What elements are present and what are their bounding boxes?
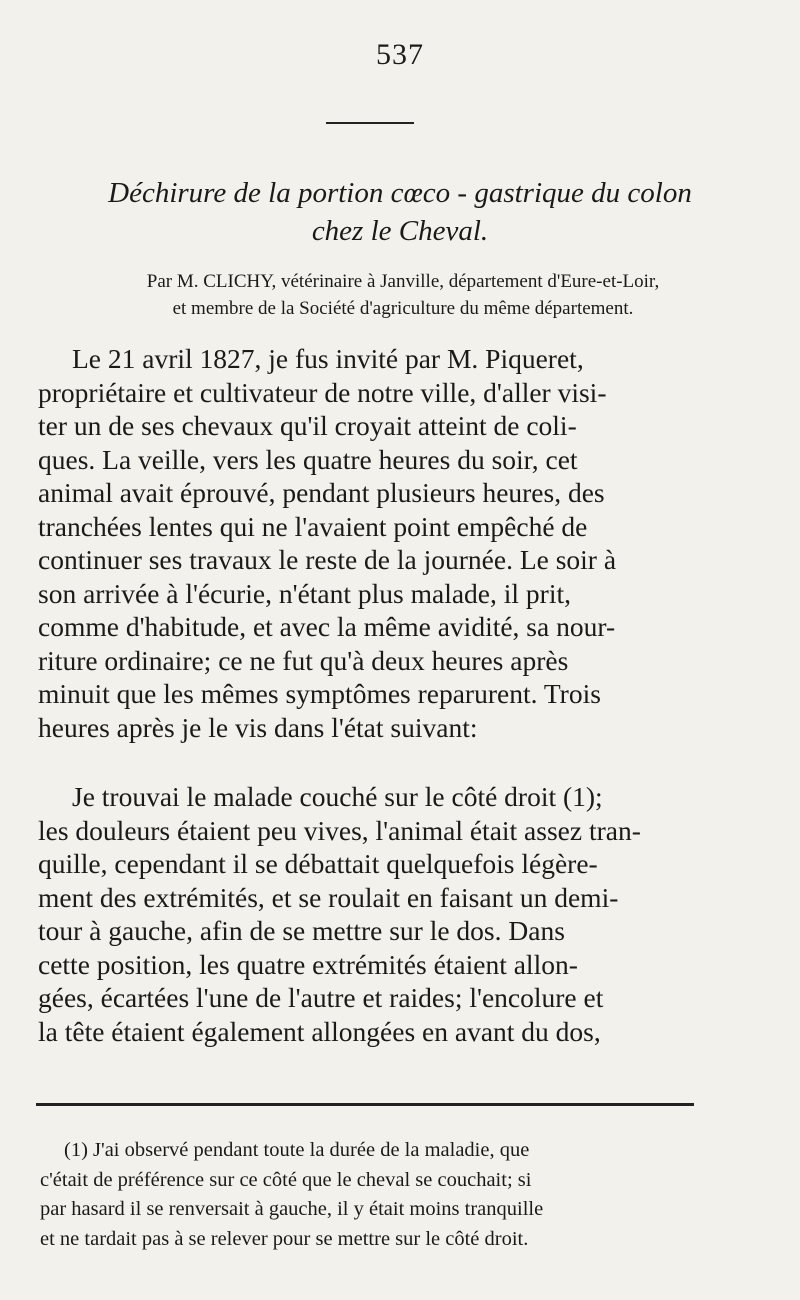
text-line: ter un de ses chevaux qu'il croyait atteint de coli- (38, 410, 577, 441)
text-line: ment des extrémités, et se roulait en faisant un demi- (38, 881, 619, 913)
text-line: quille, cependant il se débattait quelquefois légère- (38, 848, 598, 879)
text-line: comme d'habitude, et avec la même avidité, sa nour- (38, 611, 616, 642)
byline-line-1: Par M. CLICHY, vétérinaire à Janville, département d'Eure-et-Loir, (146, 271, 660, 292)
title-line-1: Déchirure de la portion cœco - gastrique du colon (108, 177, 692, 209)
page-number: 537 (376, 38, 424, 71)
author-byline (48, 268, 758, 322)
text-line: gées, écartées l'une de l'autre et raides; l'encolure et (38, 982, 604, 1013)
footnote (40, 1136, 750, 1254)
text-line: minuit que les mêmes symptômes reparurent. Trois (38, 678, 601, 709)
article-title (50, 174, 750, 250)
header-rule (326, 122, 414, 124)
footnote-line: (1) J'ai observé pendant toute la durée de la maladie, que (64, 1139, 530, 1161)
text-line: tranchées lentes qui ne l'avaient point empêché de (38, 510, 588, 542)
text-line: heures après je le vis dans l'état suivant: (38, 711, 478, 743)
byline-line-2: et membre de la Société d'agriculture du même département. (172, 298, 634, 319)
text-line: riture ordinaire; ce ne fut qu'à deux heures après (38, 644, 569, 676)
text-line: Le 21 avril 1827, je fus invité par M. Piqueret, (72, 343, 584, 374)
title-line-2: chez le Cheval. (311, 215, 489, 247)
paragraph-1 (38, 342, 760, 744)
text-line: tour à gauche, afin de se mettre sur le dos. Dans (38, 915, 565, 946)
text-line: cette position, les quatre extrémités étaient allon- (38, 948, 578, 980)
footnote-line: et ne tardait pas à se relever pour se mettre sur le côté droit. (40, 1227, 529, 1250)
footnote-rule (36, 1103, 694, 1106)
text-line: continuer ses travaux le reste de la journée. Le soir à (38, 544, 617, 575)
footnote-line: par hasard il se renversait à gauche, il y était moins tranquille (40, 1198, 544, 1220)
text-line: ques. La veille, vers les quatre heures du soir, cet (38, 443, 578, 475)
text-line: son arrivée à l'écurie, n'étant plus malade, il prit, (38, 577, 571, 609)
text-line: animal avait éprouvé, pendant plusieurs heures, des (38, 477, 605, 508)
text-line: Je trouvai le malade couché sur le côté droit (1); (72, 781, 603, 812)
text-line: la tête étaient également allongées en avant du dos, (38, 1015, 601, 1047)
paragraph-2 (38, 780, 760, 1048)
text-line: les douleurs étaient peu vives, l'animal était assez tran- (38, 814, 641, 846)
footnote-line: c'était de préférence sur ce côté que le cheval se couchait; si (40, 1168, 532, 1191)
text-line: propriétaire et cultivateur de notre ville, d'aller visi- (38, 376, 607, 408)
